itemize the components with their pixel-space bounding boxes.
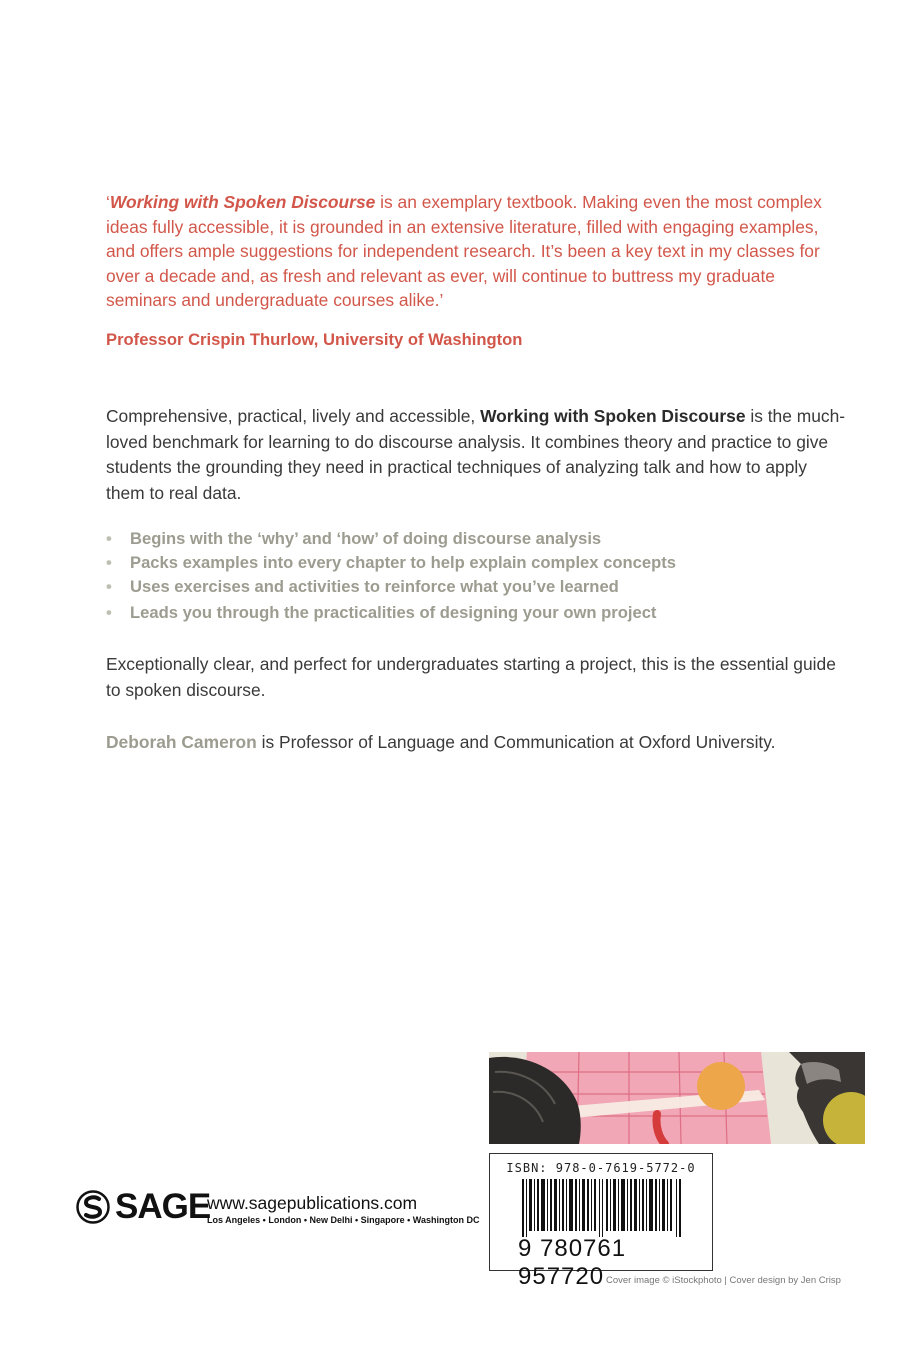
bullet-icon: •: [106, 529, 112, 548]
cover-art-strip: [489, 1052, 865, 1144]
publisher-cities: Los Angeles • London • New Delhi • Singapore • Washington DC: [207, 1215, 480, 1225]
barcode-digits: 9 780761 957720: [518, 1235, 627, 1290]
endorsement-quote: [106, 190, 846, 313]
author-bio-text: is Professor of Language and Communication at Oxford University.: [256, 732, 776, 752]
feature-text: Packs examples into every chapter to help explain complex concepts: [130, 553, 676, 572]
list-item: [106, 575, 846, 599]
blurb-title: Working with Spoken Discourse: [480, 406, 746, 426]
quote-text: is an exemplary textbook. Making even the most complex ideas fully accessible, it is grounded in an extensive literature, filled with engaging examples, and offers ample suggestions for independent research. It’s been a key text in my classes for over a decade and, as fresh and relevant as ever, will continue to buttress my graduate seminars and undergraduate courses alike.’: [106, 192, 822, 310]
author-name: Deborah Cameron: [106, 732, 257, 752]
isbn-label: ISBN: 978-0-7619-5772-0: [506, 1161, 696, 1175]
publisher-name: SAGE: [115, 1187, 211, 1226]
feature-list: [106, 527, 846, 625]
barcode-box: [489, 1153, 713, 1290]
book-blurb: [106, 404, 846, 506]
bullet-icon: •: [106, 603, 112, 622]
quote-attribution: Professor Crispin Thurlow, University of Washington: [106, 330, 523, 349]
publisher-url: www.sagepublications.com: [207, 1193, 418, 1213]
feature-text: Begins with the ‘why’ and ‘how’ of doing discourse analysis: [130, 529, 602, 548]
cover-art-image: [489, 1052, 865, 1144]
list-item: [106, 601, 846, 625]
feature-text: Uses exercises and activities to reinforce what you’ve learned: [130, 577, 619, 596]
author-bio: [106, 732, 776, 753]
quote-book-title: Working with Spoken Discourse: [109, 192, 376, 212]
list-item: [106, 551, 846, 575]
bullet-icon: •: [106, 553, 112, 572]
closing-paragraph: Exceptionally clear, and perfect for undergraduates starting a project, this is the essential guide to spoken discourse.: [106, 654, 836, 700]
list-item: [106, 527, 846, 551]
blurb-lead: Comprehensive, practical, lively and accessible,: [106, 406, 481, 426]
cover-credit: Cover image © iStockphoto | Cover design by Jen Crisp: [606, 1275, 841, 1286]
bullet-icon: •: [106, 577, 112, 596]
blurb-rest: is the much-loved benchmark for learning to do discourse analysis. It combines theory and practice to give students the grounding they need in practical techniques of analyzing talk and how to apply them to real data.: [106, 406, 846, 503]
barcode-bars: [522, 1179, 684, 1237]
quote-open-mark: ‘: [106, 192, 110, 212]
sage-s-icon: [76, 1190, 110, 1224]
feature-text: Leads you through the practicalities of designing your own project: [130, 603, 657, 622]
